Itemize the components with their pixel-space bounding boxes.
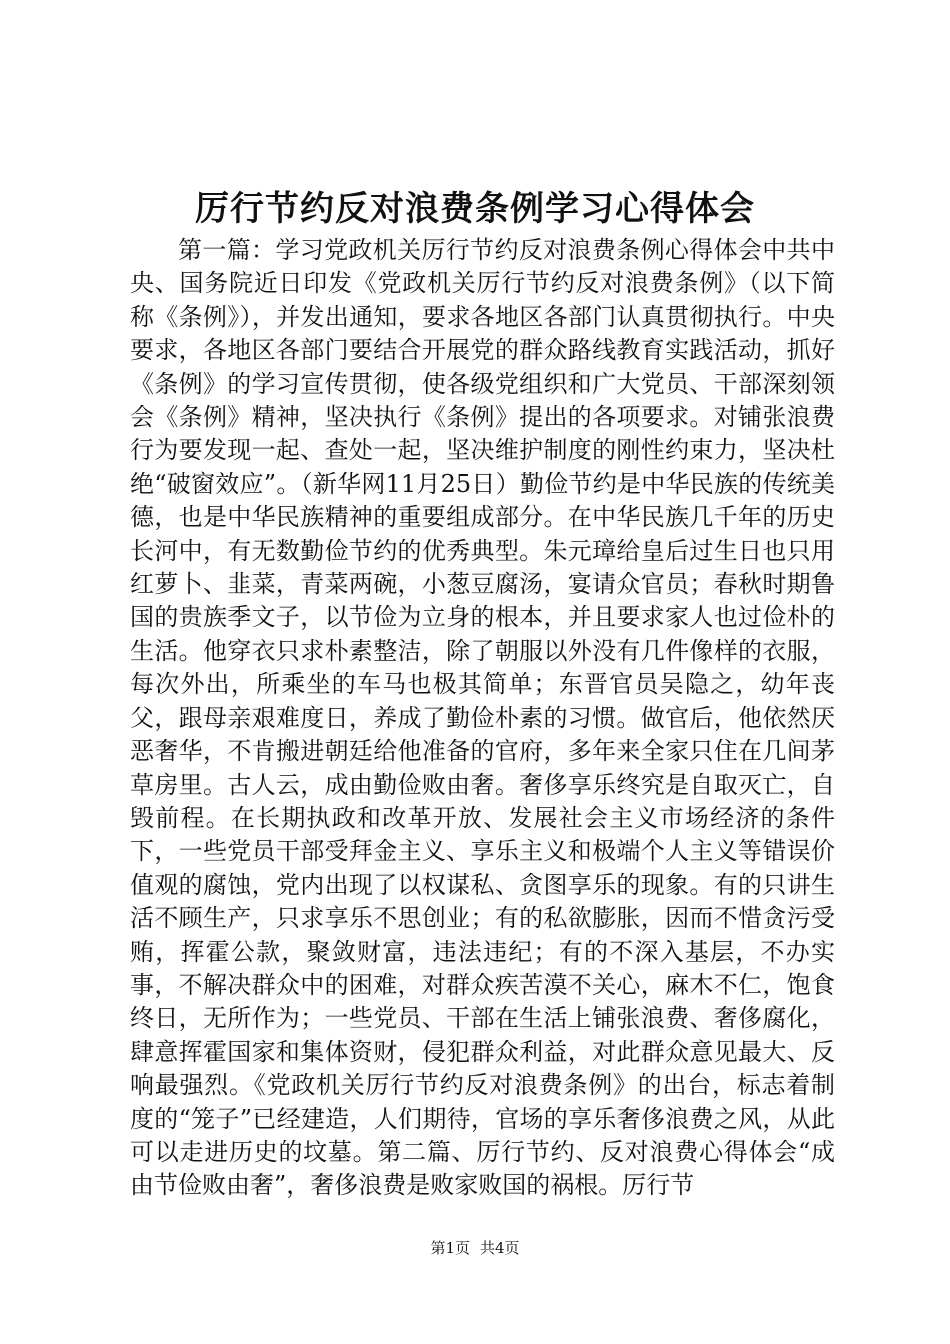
document-body: 第一篇：学习党政机关厉行节约反对浪费条例心得体会中共中央、国务院近日印发《党政机关厉行节约反对浪费条例》（以下简称《条例》），并发出通知，要求各地区各部门认真贯彻执行。中央要求，各地区各部门要结合开展党的群众路线教育实践活动，抓好《条例》的学习宣传贯彻，使各级党组织和广大党员、干部深刻领会《条例》精神，坚决执行《条例》提出的各项要求。对铺张浪费行为要发现一起、查处一起，坚决维护制度的刚性约束力，坚决杜绝“破窗效应”。（新华网11月25日）勤俭节约是中华民族的传统美德，也是中华民族精神的重要组成部分。在中华民族几千年的历史长河中，有无数勤俭节约的优秀典型。朱元璋给皇后过生日也只用红萝卜、韭菜，青菜两碗，小葱豆腐汤，宴请众官员；春秋时期鲁国的贵族季文子，以节俭为立身的根本，并且要求家人也过俭朴的生活。他穿衣只求朴素整洁，除了朝服以外没有几件像样的衣服，每次外出，所乘坐的车马也极其简单；东晋官员吴隐之，幼年丧父，跟母亲艰难度日，养成了勤俭朴素的习惯。做官后，他依然厌恶奢华，不肯搬进朝廷给他准备的官府，多年来全家只住在几间茅草房里。古人云，成由勤俭败由奢。奢侈享乐终究是自取灭亡，自毁前程。在长期执政和改革开放、发展社会主义市场经济的条件下，一些党员干部受拜金主义、享乐主义和极端个人主义等错误价值观的腐蚀，党内出现了以权谋私、贪图享乐的现象。有的只讲生活不顾生产，只求享乐不思创业；有的私欲膨胀，因而不惜贪污受贿，挥霍公款，聚敛财富，违法违纪；有的不深入基层，不办实事，不解决群众中的困难，对群众疾苦漠不关心，麻木不仁，饱食终日，无所作为；一些党员、干部在生活上铺张浪费、奢侈腐化，肆意挥霍国家和集体资财，侵犯群众利益，对此群众意见最大、反响最强烈。《党政机关厉行节约反对浪费条例》的出台，标志着制度的“笼子”已经建造，人们期待，官场的享乐奢侈浪费之风，从此可以走进历史的坟墓。第二篇、厉行节约、反对浪费心得体会“成由节俭败由奢”，奢侈浪费是败家败国的祸根。厉行节 — [130, 236, 835, 1200]
page-footer — [0, 1238, 950, 1258]
page-number: 第1页 — [430, 1239, 470, 1257]
page-total: 共4页 — [480, 1239, 520, 1257]
document-title: 厉行节约反对浪费条例学习心得体会 — [195, 189, 755, 229]
